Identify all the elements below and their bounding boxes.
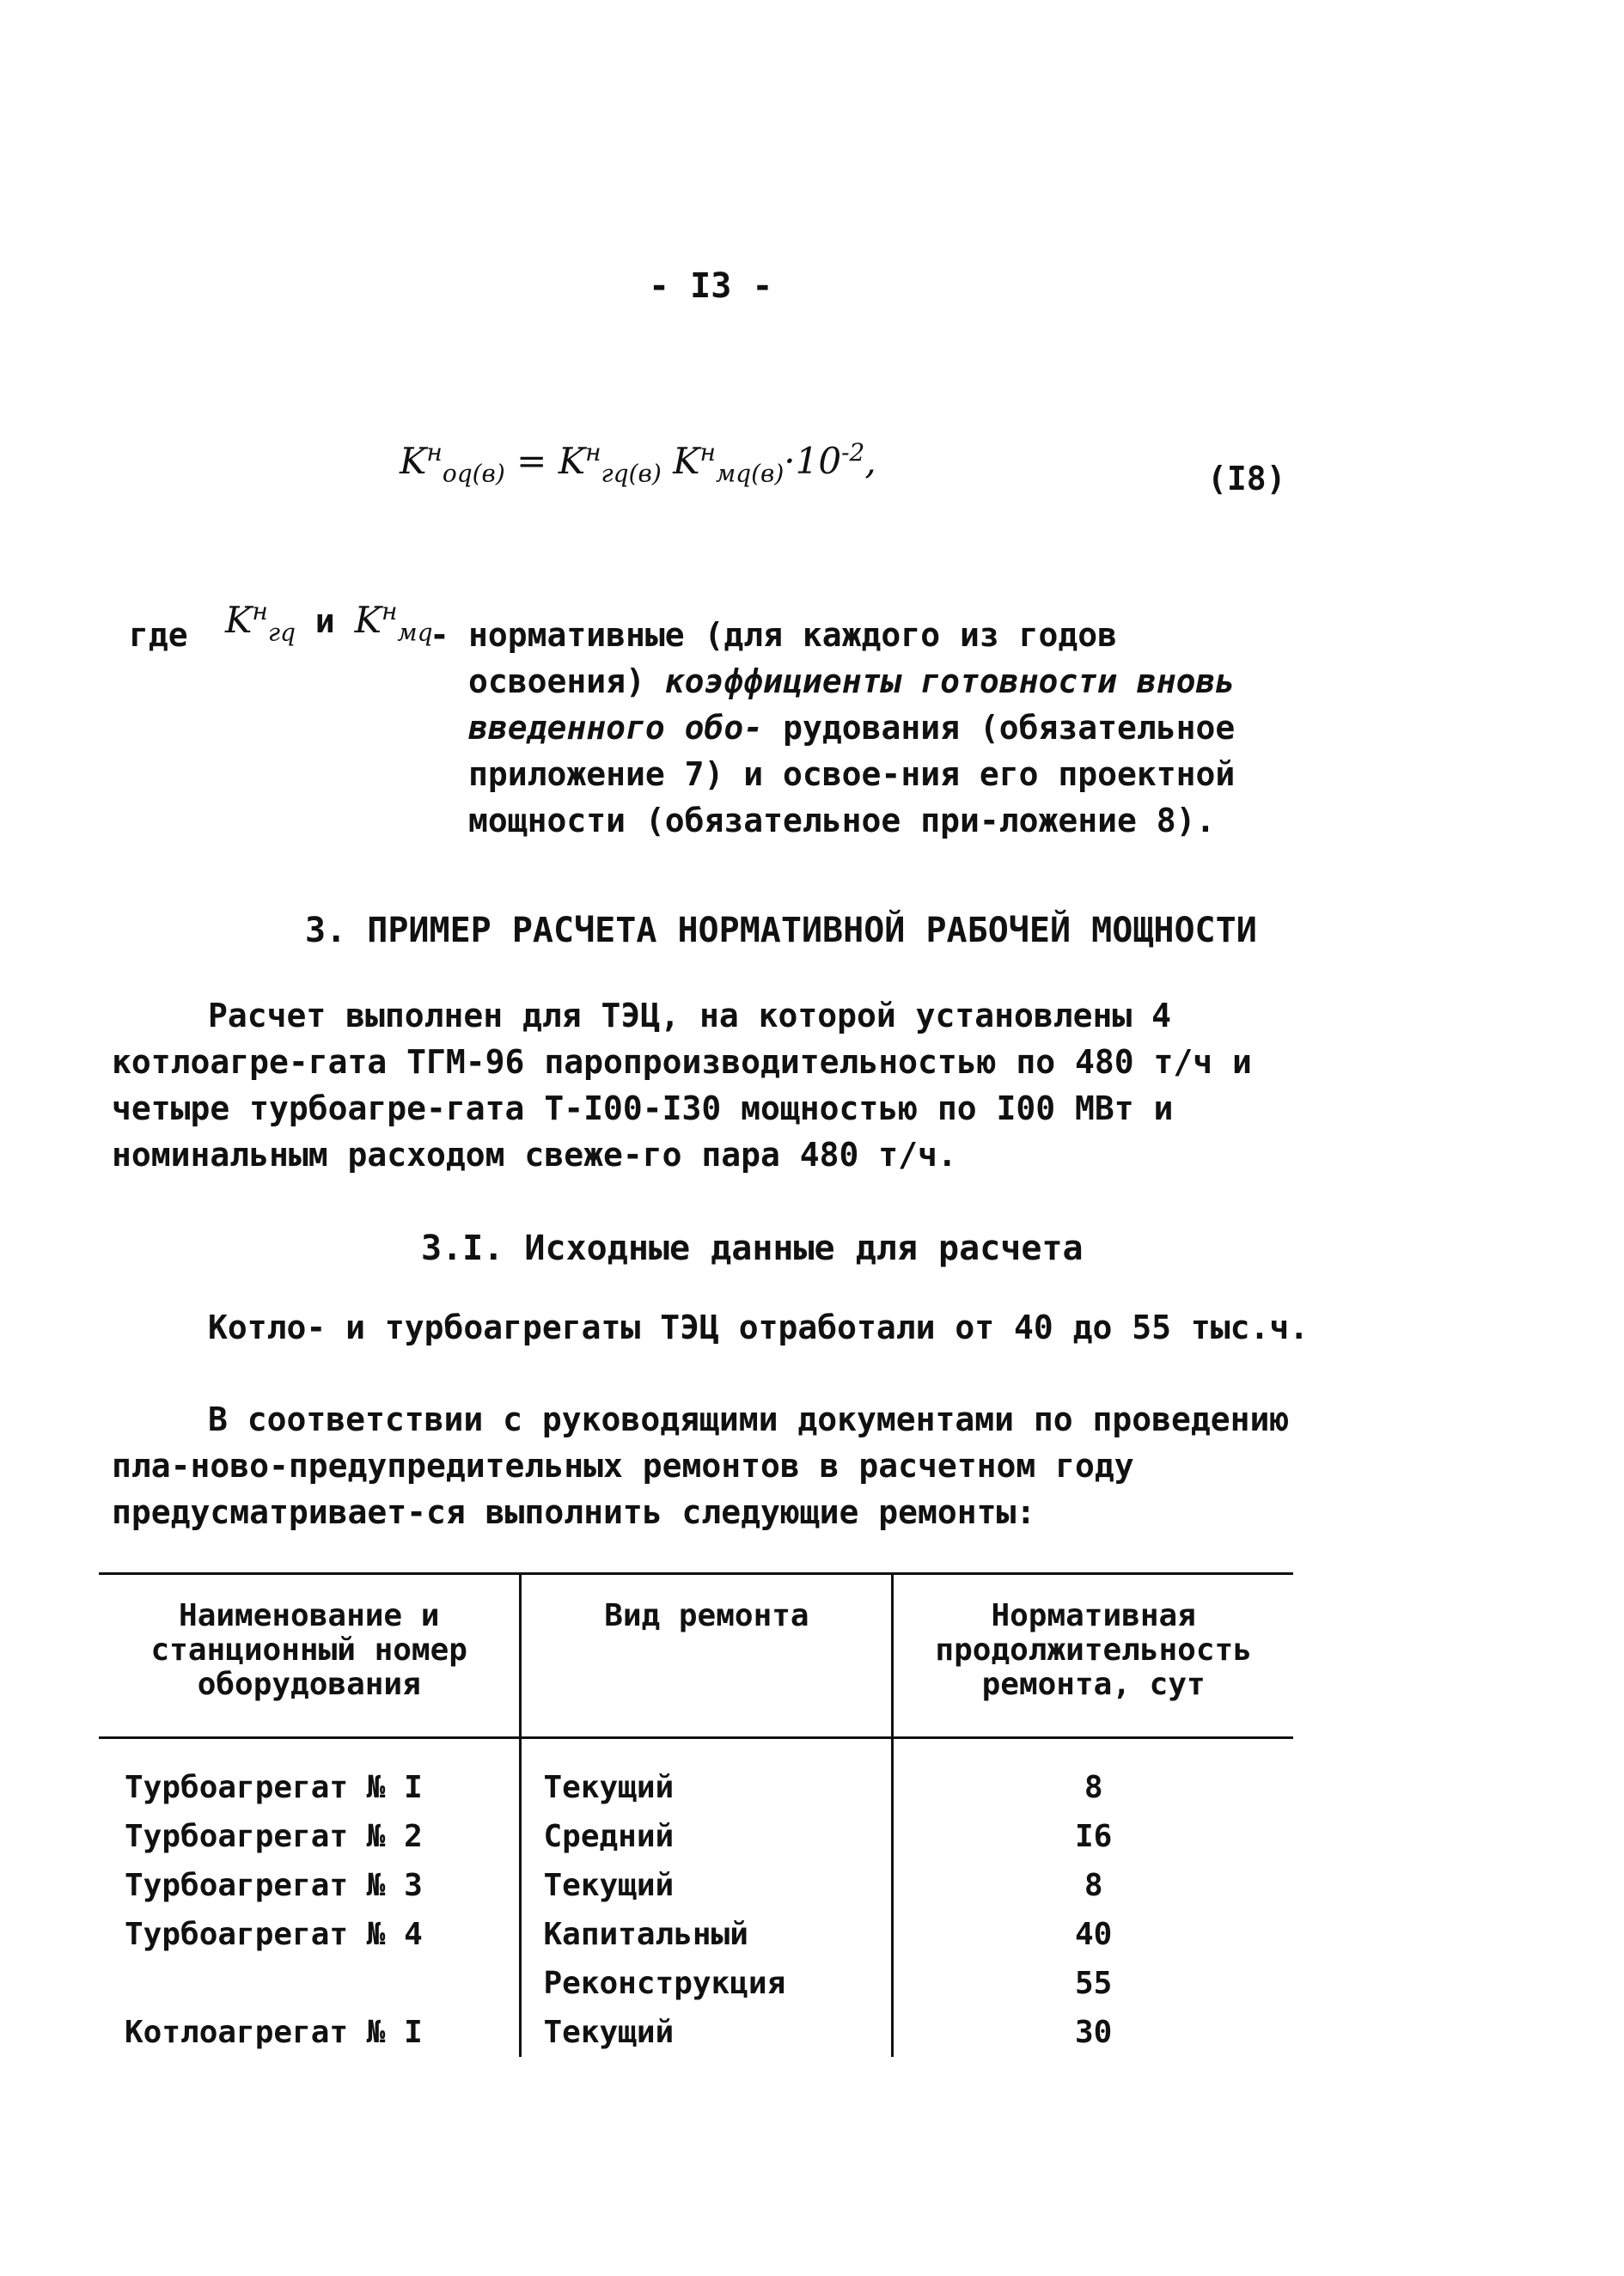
- cell-repair-type: Текущий: [521, 1861, 893, 1910]
- equation-number: (I8): [1207, 460, 1286, 497]
- cell-repair-type: Средний: [521, 1812, 893, 1861]
- cell-duration: 8: [893, 1861, 1293, 1910]
- subsection-paragraph-2: В соответствии с руководящими документами по проведению пла-ново-предупредительных ремонтов в расчетном году предусматривает-ся выполнить следующие ремонты:: [112, 1400, 1290, 1531]
- definition-part-1: нормативные (для каждого из годов освоения): [468, 616, 1117, 700]
- repairs-table: [99, 1572, 1293, 2057]
- symbol-k-mq: $K^н_{мq}$: [354, 597, 433, 647]
- formula-term-1: $K^н_{гq(в)}$: [558, 438, 662, 488]
- where-definition: [468, 612, 1310, 844]
- header-repair-type: Вид ремонта: [521, 1574, 893, 1738]
- cell-equipment: Турбоагрегат № 3: [125, 1868, 423, 1903]
- cell-duration: 8: [893, 1738, 1293, 1813]
- cell-equipment: [99, 1959, 521, 2008]
- table-row: [99, 2008, 1293, 2057]
- table-row: [99, 1959, 1293, 2008]
- cell-repair-type: Текущий: [521, 2008, 893, 2057]
- cell-duration: 40: [893, 1910, 1293, 1959]
- formula-lhs: $K^н_{оq(в)}$: [400, 438, 505, 488]
- formula-comma: ,: [864, 440, 876, 482]
- formula-18: [400, 438, 876, 487]
- formula-term-2: $K^н_{мq(в)}$: [673, 438, 785, 488]
- section-paragraph: Расчет выполнен для ТЭЦ, на которой установлены 4 котлоагре-гата ТГМ-96 паропроизводительностью по 480 т/ч и четыре турбоагре-гата Т-I00-I30 мощностью по I00 МВт и номинальным расходом свеже-го пара 480 т/ч.: [112, 997, 1252, 1174]
- cell-equipment: Турбоагрегат № 2: [125, 1819, 423, 1854]
- cell-equipment: Котлоагрегат № I: [125, 2015, 423, 2050]
- symbol-k-rq: $K^н_{гq}$: [225, 597, 296, 647]
- page-number: - I3 -: [649, 266, 773, 306]
- definition-italic: коэффициенты готовности вновь введенного обо-: [468, 662, 1236, 747]
- definition-part-2: рудования (обязательное приложение 7) и освое-ния его проектной мощности (обязательное при-ложение 8).: [468, 709, 1236, 839]
- cell-duration: 30: [893, 2008, 1293, 2057]
- table-header-row: [99, 1574, 1293, 1738]
- cell-repair-type: Реконструкция: [521, 1959, 893, 2008]
- formula-equals: =: [504, 440, 559, 482]
- conjunction: и: [295, 602, 355, 640]
- header-equipment: Наименование и станционный номер оборудования: [99, 1574, 521, 1738]
- table-row: [99, 1812, 1293, 1861]
- formula-power: $10^{-2}$: [795, 438, 865, 482]
- cell-duration: 55: [893, 1959, 1293, 2008]
- table-row: [99, 1738, 1293, 1813]
- cell-repair-type: Капитальный: [521, 1910, 893, 1959]
- cell-equipment: Турбоагрегат № 4: [125, 1917, 423, 1952]
- subsection-heading: 3.I. Исходные данные для расчета: [421, 1229, 1084, 1268]
- where-symbols: [225, 597, 433, 646]
- where-dash: -: [430, 616, 449, 654]
- section-heading: 3. ПРИМЕР РАСЧЕТА НОРМАТИВНОЙ РАБОЧЕЙ МОЩНОСТИ: [305, 911, 1257, 950]
- subsection-paragraph-1: Котло- и турбоагрегаты ТЭЦ отработали от 40 до 55 тыс.ч.: [208, 1309, 1310, 1346]
- table-row: [99, 1861, 1293, 1910]
- cell-repair-type: Текущий: [521, 1738, 893, 1813]
- where-label: где: [129, 616, 188, 654]
- cell-duration: I6: [893, 1812, 1293, 1861]
- cell-equipment: Турбоагрегат № I: [125, 1770, 423, 1805]
- table-row: [99, 1910, 1293, 1959]
- formula-times: ·: [784, 440, 796, 482]
- header-duration: Нормативная продолжительность ремонта, сут: [893, 1574, 1293, 1738]
